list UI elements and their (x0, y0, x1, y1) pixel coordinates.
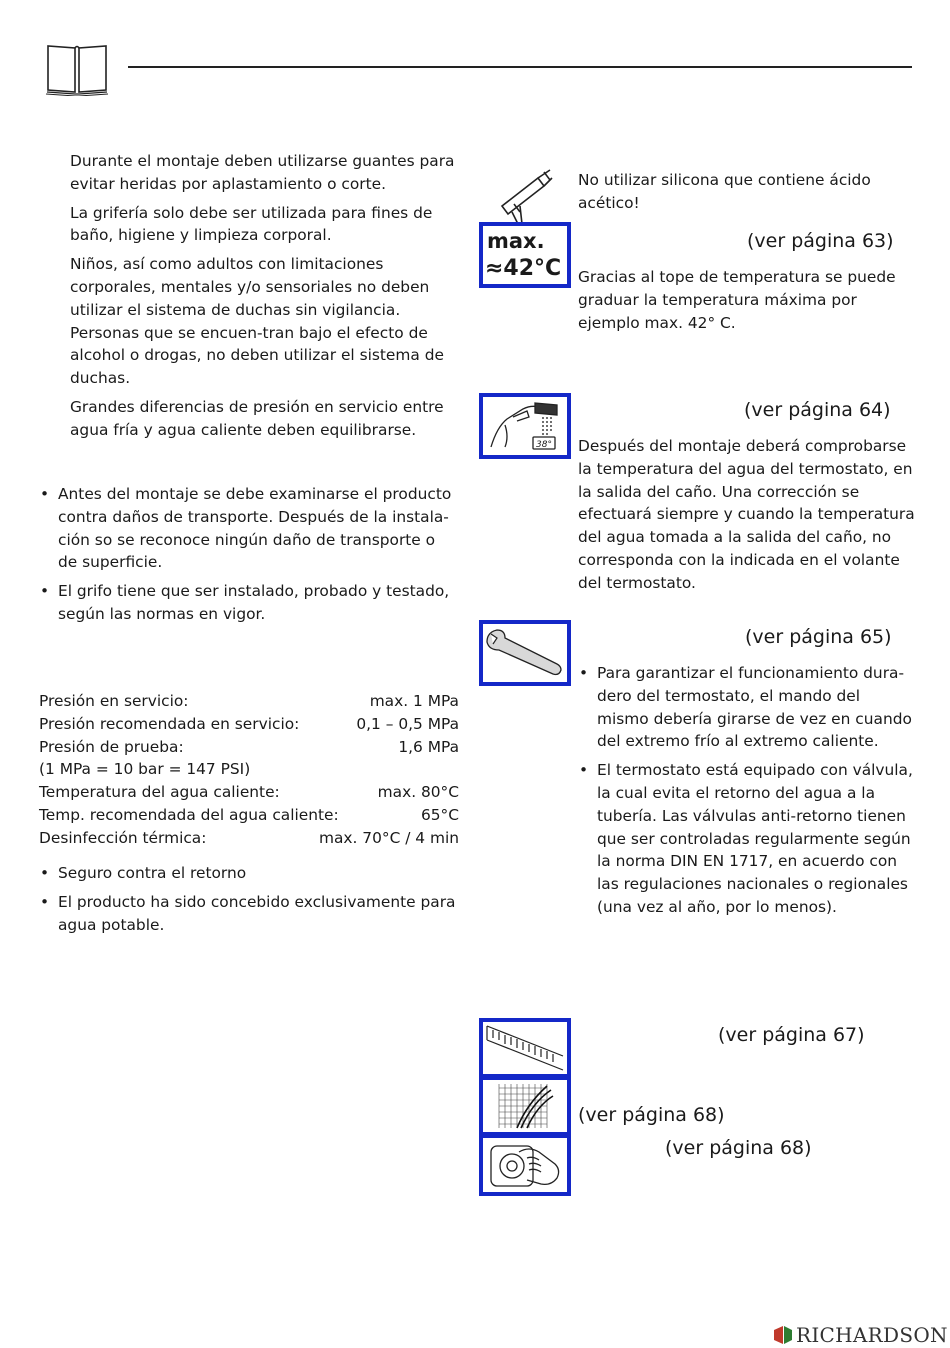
max-label: max. (487, 229, 545, 253)
hand-knob-icon (479, 1134, 571, 1196)
spec-label: (1 MPa = 10 bar = 147 PSI) (39, 760, 251, 779)
safety-paragraph: Durante el montaje deben utilizarse guantes para evitar heridas por aplastamiento o corte. (70, 152, 455, 193)
spec-label: Presión en servicio: (39, 692, 189, 710)
page-reference-68b: (ver página 68) (665, 1137, 812, 1159)
list-item: • El termostato está equipado con válvula, la cual evita el retorno del agua a la tubería. Las válvulas anti-retorno tienen que ser controladas regularmente según la norma DIN EN 1717, en acuerdo con las regulaciones nacionales o regionales (una vez al año, por lo menos). (578, 759, 914, 919)
hand-thermometer-icon (479, 393, 571, 459)
list-item: • El producto ha sido concebido exclusivamente para agua potable. (39, 891, 457, 937)
silicone-warning: No utilizar silicona que contiene ácido acético! (578, 171, 871, 212)
thermometer-reading: 38° (536, 440, 552, 450)
spec-label: Presión recomendada en servicio: (39, 714, 300, 733)
safety-paragraphs (70, 150, 466, 442)
flow-chart-icon (479, 1076, 571, 1136)
page-reference-65: (ver página 65) (745, 626, 892, 648)
spec-row (39, 781, 459, 804)
install-notes-list (39, 483, 457, 632)
spec-label: Temp. recomendada del agua caliente: (39, 805, 339, 824)
logo-text: RICHARDSON (796, 1323, 948, 1347)
richardson-logo (772, 1322, 948, 1348)
technical-specs (39, 690, 459, 850)
spec-value: 65°C (420, 805, 459, 824)
page-reference-67: (ver página 67) (718, 1024, 865, 1046)
logo-mark-icon (772, 1324, 794, 1346)
max-temp-icon (479, 222, 571, 288)
list-item: • Antes del montaje se debe examinarse el producto contra daños de transporte. Después de la instala-ción so se reconoce ningún daño de transporte o de superficie. (39, 483, 457, 574)
header-rule (128, 66, 912, 68)
page-reference-63: (ver página 63) (747, 230, 894, 252)
silicone-gun-icon (494, 168, 558, 224)
feature-list (39, 862, 457, 942)
list-item: • El grifo tiene que ser instalado, probado y testado, según las normas en vigor. (39, 580, 457, 626)
spec-row (39, 758, 459, 781)
page-reference-64: (ver página 64) (744, 399, 891, 421)
spec-row (39, 736, 459, 759)
temperature-stop-text: Gracias al tope de temperatura se puede graduar la temperatura máxima por ejemplo max. 42° C. (578, 268, 896, 332)
spec-label: Desinfección térmica: (39, 828, 207, 847)
scale-icon (479, 1018, 571, 1078)
safety-paragraph: Grandes diferencias de presión en servicio entre agua fría y agua caliente deben equilibrarse. (70, 397, 444, 439)
spec-label: Temperatura del agua caliente: (39, 783, 280, 802)
safety-paragraph: Niños, así como adultos con limitaciones corporales, mentales y/o sensoriales no deben utilizar el sistema de duchas sin vigilancia. Personas que se encuen-tran bajo el efecto de alcohol o drogas, no deben utilizar el sistema de duchas. (70, 255, 444, 388)
list-item: • Para garantizar el funcionamiento dura-dero del termostato, el mando del mismo debería girarse de vez en cuando del extremo frío al extremo caliente. (578, 662, 914, 753)
spec-label: Presión de prueba: (39, 737, 184, 756)
list-item: • Seguro contra el retorno (39, 862, 457, 885)
safety-paragraph: La grifería solo debe ser utilizada para fines de baño, higiene y limpieza corporal. (70, 203, 433, 245)
spec-row (39, 804, 459, 827)
maintenance-list (578, 662, 914, 925)
spec-value: max. 1 MPa (369, 692, 459, 710)
page-reference-68a: (ver página 68) (578, 1104, 725, 1126)
temperature-check-text: Después del montaje deberá comprobarse la temperatura del agua del termostato, en la salida del caño. Una corrección se efectuará siempre y cuando la temperatura del agua tomada a la salida del caño, no corresponda con la indicada en el volante del termostato. (578, 437, 915, 592)
spec-row (39, 713, 459, 736)
header-book-icon (44, 40, 110, 96)
spec-value: max. 80°C (377, 783, 459, 802)
max-temp-value: ≈42°C (485, 256, 562, 281)
spec-row (39, 827, 459, 850)
wrench-icon (479, 620, 571, 686)
spec-value: 0,1 – 0,5 MPa (356, 714, 459, 733)
spec-row (39, 690, 459, 713)
spec-value: 1,6 MPa (398, 737, 459, 756)
spec-value: max. 70°C / 4 min (318, 828, 459, 847)
